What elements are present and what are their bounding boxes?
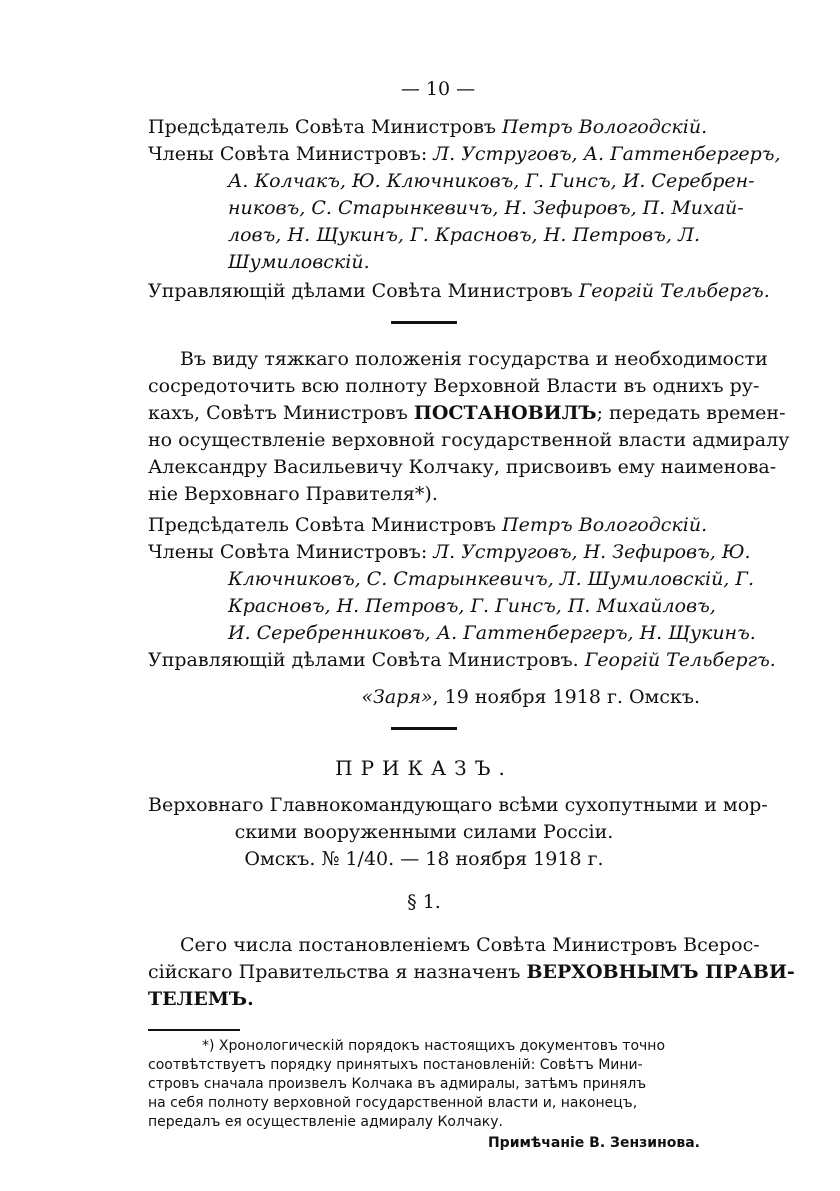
resolution-line: ніе Верховнаго Правителя*).	[148, 483, 438, 505]
section-mark: § 1.	[407, 891, 441, 913]
footnote-line: соотвѣтствуетъ порядку принятыхъ постановленій: Совѣтъ Мини-	[148, 1057, 643, 1073]
footnote-line: передалъ ея осуществленіе адмиралу Колчаку.	[148, 1114, 503, 1130]
footnote-line: на себя полноту верховной государственной власти и, наконецъ,	[148, 1095, 638, 1111]
order-text: ТЕЛЕМЪ.	[148, 988, 254, 1010]
divider	[391, 727, 457, 730]
members-continued: Ключниковъ, С. Старынкевичъ, Л. Шумиловскій, Г.	[228, 568, 755, 590]
footnote-rule	[148, 1029, 240, 1031]
source-line: «Заря», 19 ноября 1918 г. Омскъ.	[361, 686, 700, 708]
footnote-line: *) Хронологическій порядокъ настоящихъ документовъ точно	[202, 1038, 666, 1054]
chairman-name: Петръ Вологодскій.	[502, 116, 708, 138]
footnote-line: стровъ сначала произвелъ Колчака въ адмиралы, затѣмъ принялъ	[148, 1076, 647, 1092]
manager-line: Управляющій дѣлами Совѣта Министровъ. Георгій Тельбергъ.	[148, 649, 776, 671]
footnote	[148, 1029, 700, 1153]
resolved-word: ПОСТАНОВИЛЪ	[413, 402, 597, 424]
members-continued: ловъ, Н. Щукинъ, Г. Красновъ, Н. Петровъ, Л.	[228, 224, 700, 246]
source-name: «Заря»	[361, 686, 433, 708]
chairman-name: Петръ Вологодскій.	[502, 514, 708, 536]
order-block	[148, 756, 795, 1013]
signatures-block-1	[148, 114, 781, 305]
page-number: — 10 —	[400, 78, 476, 100]
order-text: сійскаго Правительства я назначенъ ВЕРХОВНЫМЪ ПРАВИ-	[148, 961, 795, 983]
supreme-ruler-word: ВЕРХОВНЫМЪ ПРАВИ-	[526, 961, 795, 983]
members-continued: И. Серебренниковъ, А. Гаттенбергеръ, Н. Щукинъ.	[228, 622, 756, 644]
order-title: ПРИКАЗЪ.	[335, 756, 513, 780]
chairman-line: Предсѣдатель Совѣта Министровъ Петръ Вологодскій.	[148, 116, 708, 138]
members-continued: никовъ, С. Старынкевичъ, Н. Зефировъ, П. Михай-	[228, 197, 744, 219]
members-continued: Шумиловскій.	[228, 251, 370, 273]
resolution-line: Александру Васильевичу Колчаку, присвоивъ ему наименова-	[148, 456, 777, 478]
members-continued: А. Колчакъ, Ю. Ключниковъ, Г. Гинсъ, И. Серебрен-	[228, 170, 755, 192]
resolution-line: кахъ, Совѣтъ Министровъ ПОСТАНОВИЛЪ; передать времен-	[148, 402, 786, 424]
members-continued: Красновъ, Н. Петровъ, Г. Гинсъ, П. Михайловъ,	[228, 595, 716, 617]
resolution-line: Въ виду тяжкаго положенія государства и необходимости	[180, 348, 768, 370]
resolution-block	[148, 346, 790, 711]
members-line: Члены Совѣта Министровъ: Л. Уструговъ, А. Гаттенбергеръ,	[148, 143, 781, 165]
members-line: Члены Совѣта Министровъ: Л. Уструговъ, Н. Зефировъ, Ю.	[148, 541, 751, 563]
manager-name: Георгій Тельбергъ.	[584, 649, 776, 671]
manager-line: Управляющій дѣлами Совѣта Министровъ Георгій Тельбергъ.	[148, 280, 770, 302]
order-subtitle: Верховнаго Главнокомандующаго всѣми сухопутными и мор-	[148, 794, 768, 816]
manager-name: Георгій Тельбергъ.	[578, 280, 770, 302]
document-page	[148, 78, 795, 1153]
order-number-date: Омскъ. № 1/40. — 18 ноября 1918 г.	[244, 848, 604, 870]
footnote-attribution: Примѣчаніе В. Зензинова.	[487, 1135, 700, 1151]
order-text: Сего числа постановленіемъ Совѣта Министровъ Всерос-	[180, 934, 760, 956]
resolution-line: но осуществленіе верховной государственной власти адмиралу	[148, 429, 790, 451]
divider	[391, 321, 457, 324]
order-subtitle: скими вооруженными силами Россіи.	[234, 821, 614, 843]
resolution-line: сосредоточить всю полноту Верховной Власти въ однихъ ру-	[148, 375, 760, 397]
chairman-line: Предсѣдатель Совѣта Министровъ Петръ Вологодскій.	[148, 514, 708, 536]
